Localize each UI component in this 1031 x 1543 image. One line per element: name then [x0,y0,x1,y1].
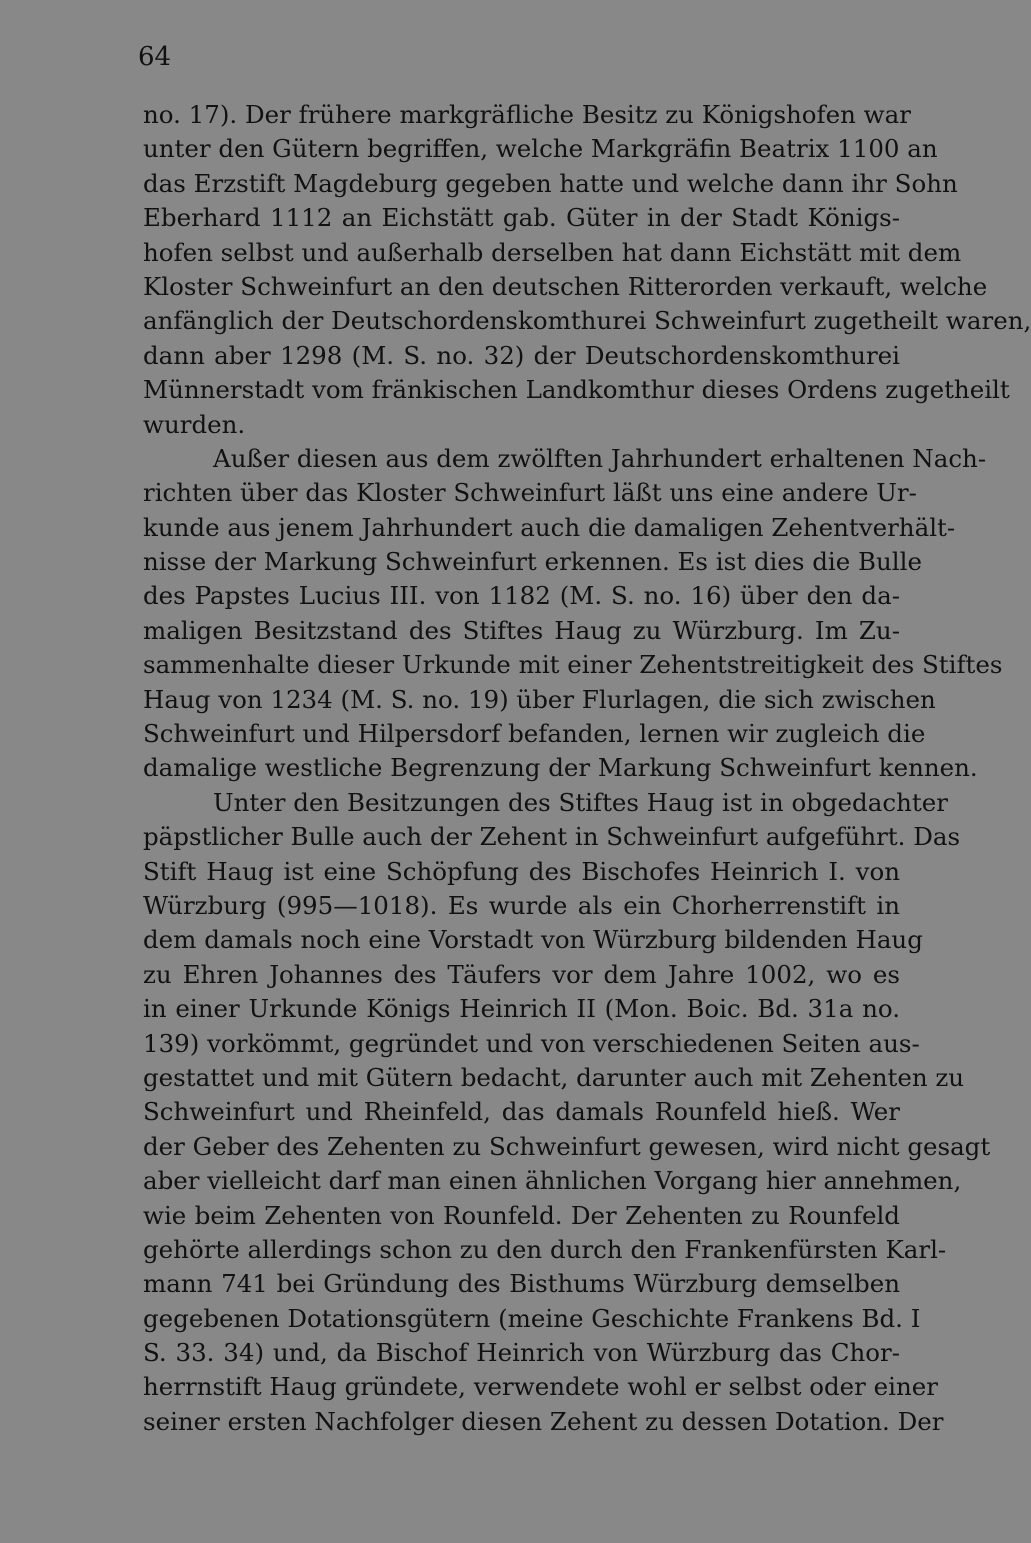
text-line: in einer Urkunde Königs Heinrich II (Mon. Boic. Bd. 31a no. [143,994,900,1024]
text-line: zu Ehren Johannes des Täufers vor dem Jahre 1002, wo es [143,959,900,989]
text-line: Stift Haug ist eine Schöpfung des Bischofes Heinrich I. von [143,856,900,886]
text-line: des Papstes Lucius III. von 1182 (M. S. no. 16) über den da- [143,581,900,611]
text-line: S. 33. 34) und, da Bischof Heinrich von Würzburg das Chor- [143,1338,900,1368]
text-line: wurden. [143,409,246,439]
text-line: Kloster Schweinfurt an den deutschen Ritterorden verkauft, welche [143,271,988,301]
text-line: nisse der Markung Schweinfurt erkennen. Es ist dies die Bulle [143,547,922,577]
text-line: herrnstift Haug gründete, verwendete wohl er selbst oder einer [143,1372,939,1402]
text-line: wie beim Zehenten von Rounfeld. Der Zehenten zu Rounfeld [143,1200,900,1230]
text-line: unter den Gütern begriffen, welche Markgräfin Beatrix 1100 an [143,134,938,164]
text-line: 139) vorkömmt, gegründet und von verschiedenen Seiten aus- [143,1028,920,1058]
text-line: gegebenen Dotationsgütern (meine Geschichte Frankens Bd. I [143,1303,921,1333]
text-line: Würzburg (995—1018). Es wurde als ein Chorherrenstift in [143,890,900,920]
text-line: gehörte allerdings schon zu den durch den Frankenfürsten Karl- [143,1234,947,1264]
text-line: Schweinfurt und Rheinfeld, das damals Rounfeld hieß. Wer [143,1097,900,1127]
text-line: dann aber 1298 (M. S. no. 32) der Deutschordenskomthurei [143,340,900,370]
text-line: Außer diesen aus dem zwölften Jahrhundert erhaltenen Nach- [213,443,987,473]
text-line: dem damals noch eine Vorstadt von Würzburg bildenden Haug [143,925,923,955]
text-line: gestattet und mit Gütern bedacht, darunter auch mit Zehenten zu [143,1062,965,1092]
text-line: Münnerstadt vom fränkischen Landkomthur dieses Ordens zugetheilt [143,375,1010,405]
body-text [143,98,1031,1439]
text-line: richten über das Kloster Schweinfurt läßt uns eine andere Ur- [143,478,917,508]
text-line: aber vielleicht darf man einen ähnlichen Vorgang hier annehmen, [143,1166,962,1196]
text-line: das Erzstift Magdeburg gegeben hatte und welche dann ihr Sohn [143,168,958,198]
text-line: Eberhard 1112 an Eichstätt gab. Güter in der Stadt Königs- [143,203,900,233]
text-line: maligen Besitzstand des Stiftes Haug zu Würzburg. Im Zu- [143,615,900,645]
text-line: mann 741 bei Gründung des Bisthums Würzburg demselben [143,1269,900,1299]
text-line: sammenhalte dieser Urkunde mit einer Zehentstreitigkeit des Stiftes [143,650,1003,680]
page-number: 64 [138,42,172,72]
text-line: kunde aus jenem Jahrhundert auch die damaligen Zehentverhält- [143,512,956,542]
text-line: damalige westliche Begrenzung der Markung Schweinfurt kennen. [143,753,978,783]
text-line: anfänglich der Deutschordenskomthurei Schweinfurt zugetheilt waren, [143,306,1031,336]
text-line: hofen selbst und außerhalb derselben hat dann Eichstätt mit dem [143,237,962,267]
text-line: Haug von 1234 (M. S. no. 19) über Flurlagen, die sich zwischen [143,684,936,714]
text-line: päpstlicher Bulle auch der Zehent in Schweinfurt aufgeführt. Das [143,822,961,852]
text-line: Schweinfurt und Hilpersdorf befanden, lernen wir zugleich die [143,719,926,749]
text-line: Unter den Besitzungen des Stiftes Haug ist in obgedachter [213,787,948,817]
text-line: der Geber des Zehenten zu Schweinfurt gewesen, wird nicht gesagt [143,1131,991,1161]
text-line: seiner ersten Nachfolger diesen Zehent zu dessen Dotation. Der [143,1406,944,1436]
text-line: no. 17). Der frühere markgräfliche Besitz zu Königshofen war [143,100,911,129]
